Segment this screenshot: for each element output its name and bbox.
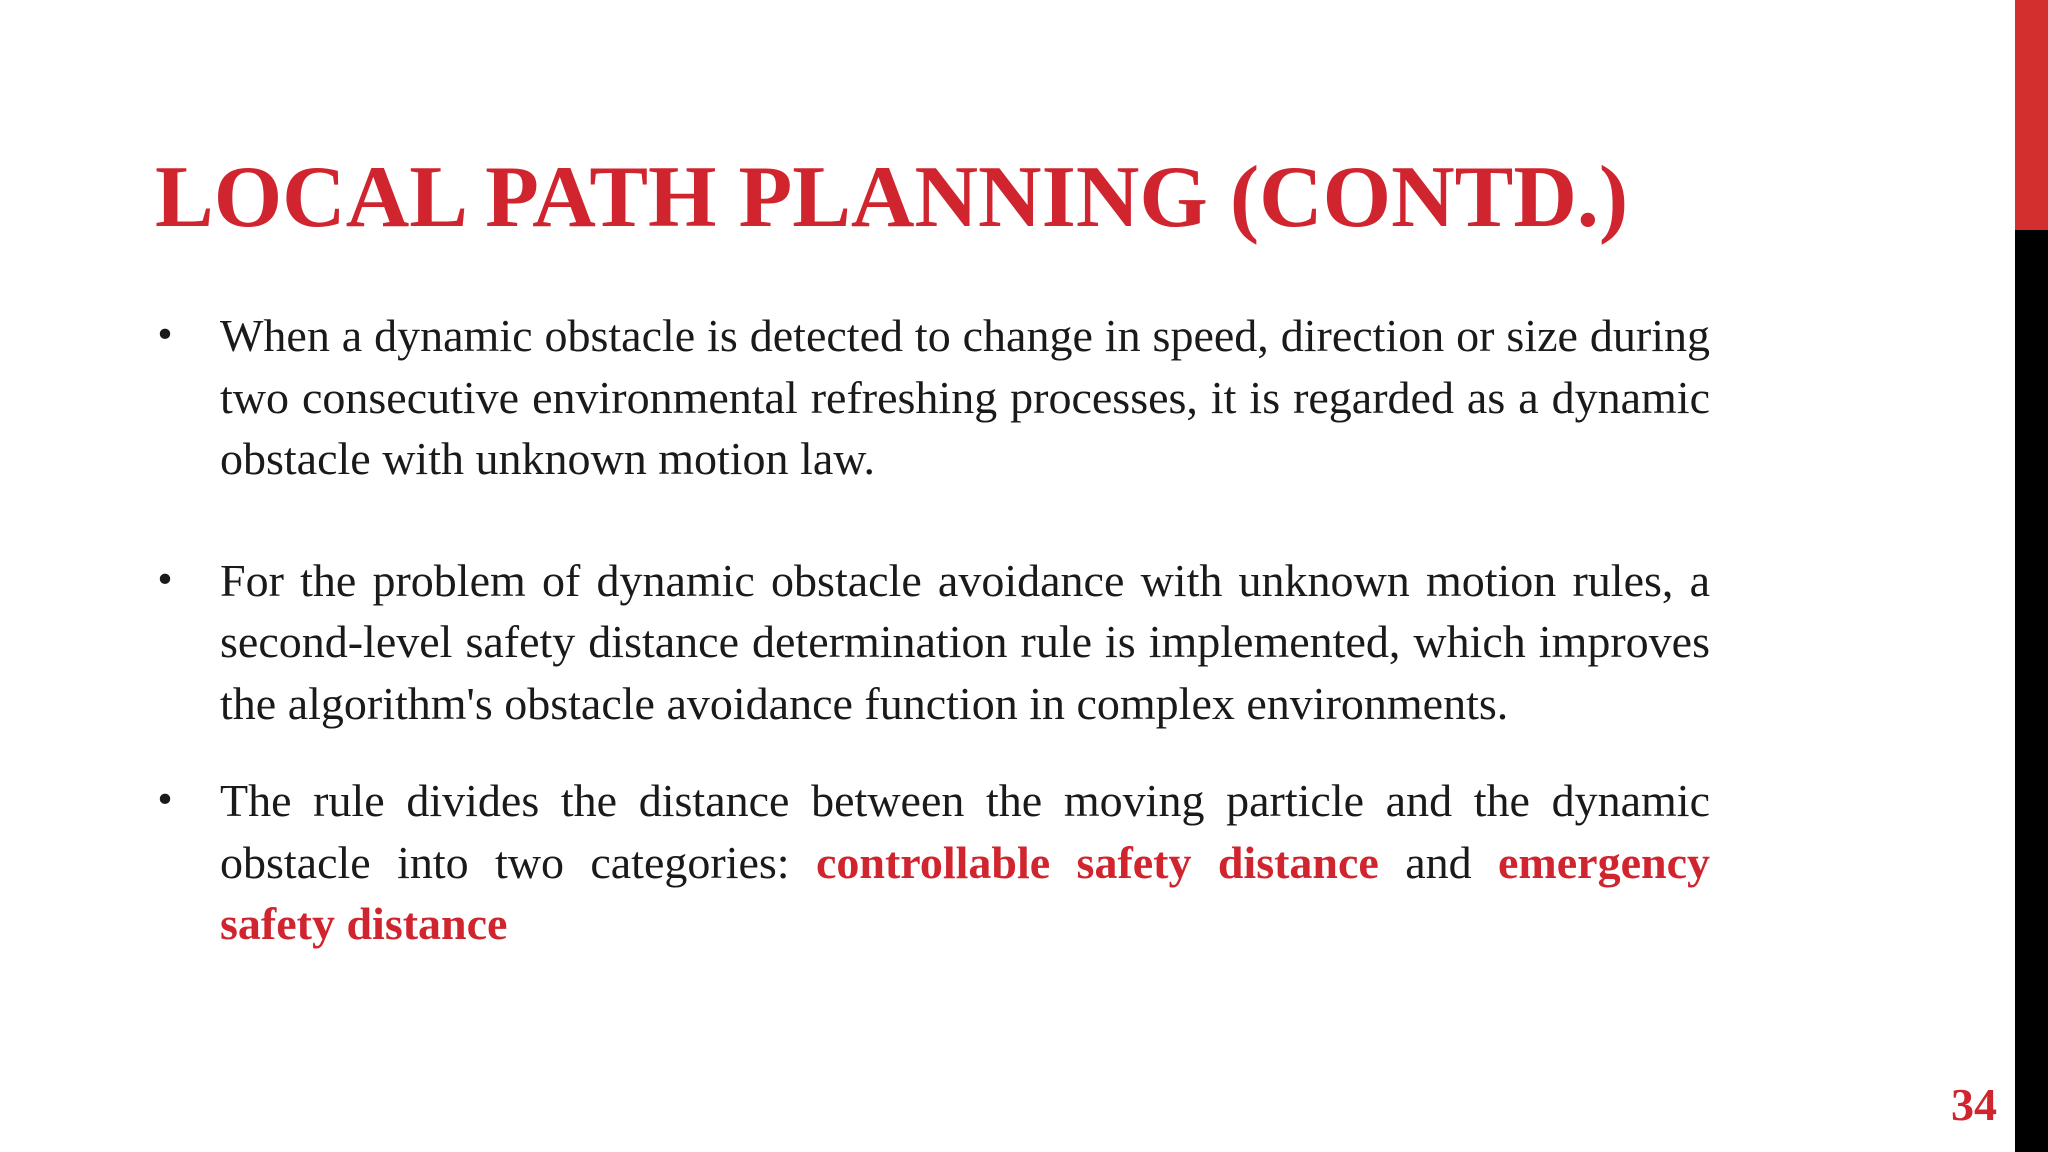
bullet-text-connector: and bbox=[1378, 836, 1498, 888]
side-accent-bar-black bbox=[2015, 230, 2048, 1152]
side-accent-bar-red bbox=[2015, 0, 2048, 230]
bullet-list bbox=[150, 305, 1710, 955]
highlight-controllable-safety-distance: controllable safety distance bbox=[815, 836, 1379, 888]
page-number: 34 bbox=[1951, 1079, 1997, 1130]
bullet-text: When a dynamic obstacle is detected to change in speed, direction or size during two consecutive environmental refreshing processes, it is regarded as a dynamic obstacle with unknown motion law. bbox=[220, 310, 1710, 484]
highlight-emergency-safety-distance: emergency safety distance bbox=[220, 836, 1710, 949]
bullet-text: The rule divides the distance between the moving particle and the dynamic obstacle into two categories: bbox=[220, 775, 1710, 888]
bullet-text: For the problem of dynamic obstacle avoidance with unknown motion rules, a second-level safety distance determination rule is implemented, which improves the algorithm's obstacle avoidance function in complex environments. bbox=[220, 554, 1710, 729]
bullet-icon: • bbox=[154, 780, 176, 821]
bullet-icon: • bbox=[154, 315, 176, 356]
bullet-item bbox=[150, 770, 1710, 955]
bullet-item bbox=[150, 550, 1710, 735]
bullet-item bbox=[150, 305, 1710, 490]
bullet-icon: • bbox=[154, 559, 176, 601]
slide-title: LOCAL PATH PLANNING (CONTD.) bbox=[155, 149, 1629, 246]
